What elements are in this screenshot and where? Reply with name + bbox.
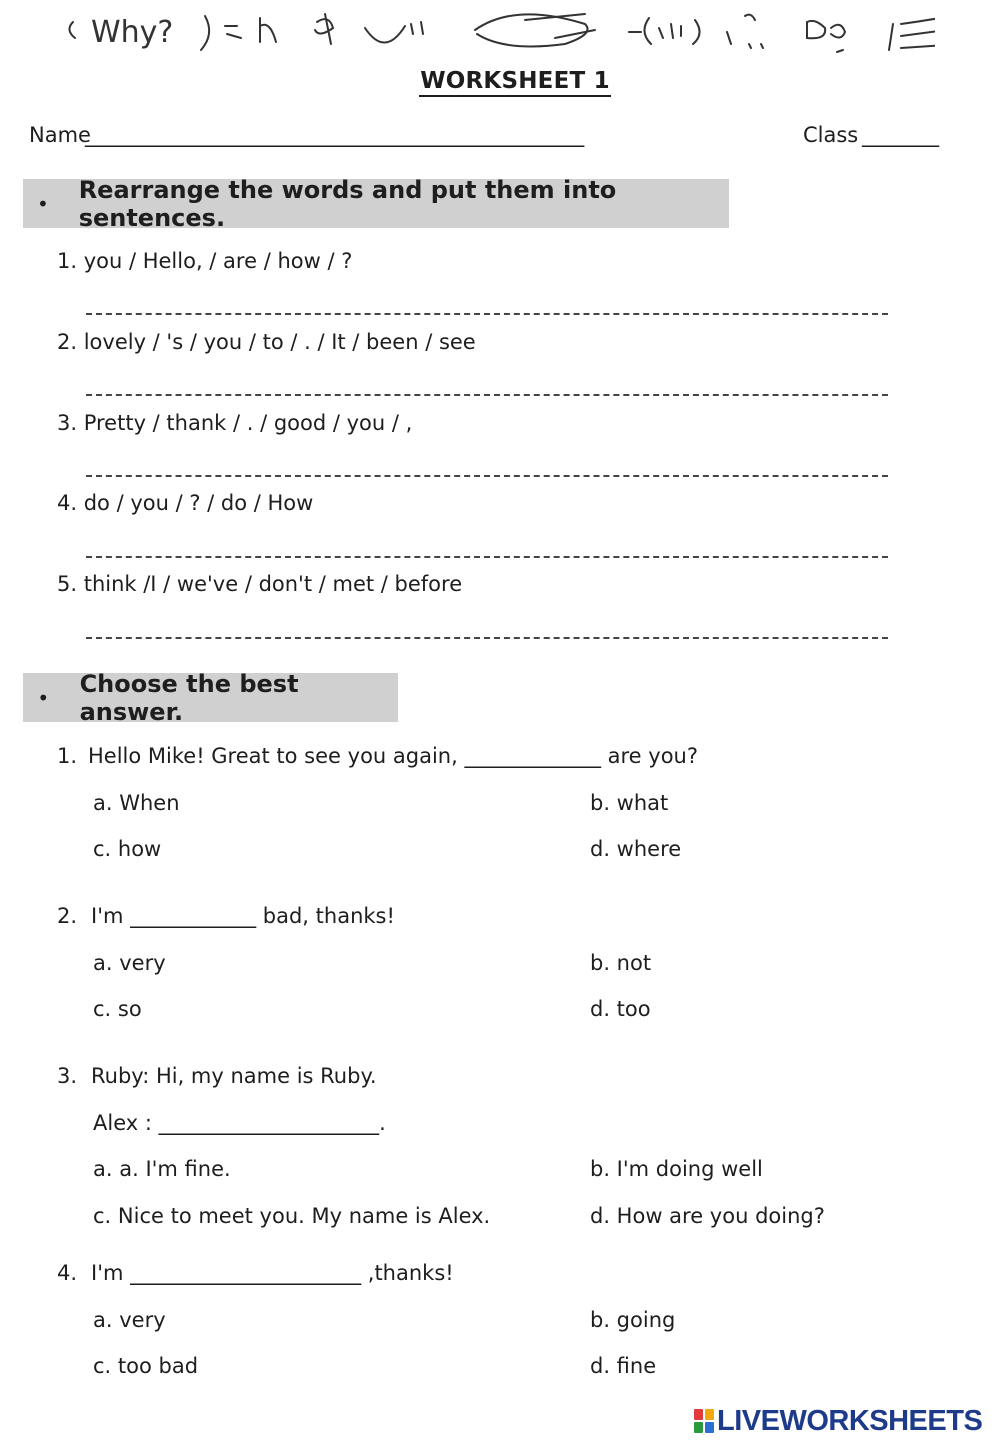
option-a[interactable]: a. When xyxy=(93,791,180,815)
question-text: I'm ______________________ ,thanks! xyxy=(91,1261,454,1285)
answer-line[interactable] xyxy=(86,394,888,396)
option-d[interactable]: d. where xyxy=(590,837,682,861)
option-a[interactable]: a. a. I'm fine. xyxy=(93,1157,231,1181)
option-c[interactable]: c. so xyxy=(93,997,142,1021)
section-title: Rearrange the words and put them into sentences. xyxy=(78,175,617,232)
bullet-icon: • xyxy=(37,685,50,710)
option-d[interactable]: d. How are you doing? xyxy=(590,1204,825,1228)
question-number: 2. xyxy=(57,904,78,928)
rearrange-item: 5. think /I / we've / don't / met / before xyxy=(57,572,463,596)
class-field[interactable]: ________ xyxy=(862,123,938,147)
rearrange-item: 2. lovely / 's / you / to / . / It / been / see xyxy=(57,330,476,354)
question-text: Ruby: Hi, my name is Ruby. xyxy=(91,1064,377,1088)
name-field[interactable]: _____________________________________________________ xyxy=(85,123,584,147)
handwritten-scribble xyxy=(55,8,935,54)
name-label: Name xyxy=(29,123,91,147)
rearrange-item: 4. do / you / ? / do / How xyxy=(57,491,314,515)
option-a[interactable]: a. very xyxy=(93,951,166,975)
rearrange-item: 1. you / Hello, / are / how / ? xyxy=(57,249,353,273)
question-text: I'm ____________ bad, thanks! xyxy=(91,904,395,928)
option-c[interactable]: c. Nice to meet you. My name is Alex. xyxy=(93,1204,491,1228)
scribble-word: Why? xyxy=(91,15,174,50)
option-b[interactable]: b. what xyxy=(590,791,669,815)
option-d[interactable]: d. too xyxy=(590,997,651,1021)
liveworksheets-logo[interactable] xyxy=(693,1403,982,1439)
bullet-icon: • xyxy=(36,191,49,216)
answer-line[interactable] xyxy=(86,637,888,639)
rearrange-item: 3. Pretty / thank / . / good / you / , xyxy=(57,411,413,435)
option-b[interactable]: b. I'm doing well xyxy=(590,1157,763,1181)
question-text: Hello Mike! Great to see you again, _____________ are you? xyxy=(88,744,699,768)
option-a[interactable]: a. very xyxy=(93,1308,166,1332)
worksheet-title-text: WORKSHEET 1 xyxy=(419,68,611,97)
worksheet-title xyxy=(0,68,1000,94)
answer-line[interactable] xyxy=(86,313,888,315)
section-title: Choose the best answer. xyxy=(79,669,299,726)
option-c[interactable]: c. how xyxy=(93,837,162,861)
option-b[interactable]: b. not xyxy=(590,951,652,975)
option-d[interactable]: d. fine xyxy=(590,1354,657,1378)
section-header-rearrange xyxy=(23,175,729,232)
answer-line[interactable] xyxy=(86,475,888,477)
class-label: Class xyxy=(803,123,859,147)
question-number: 4. xyxy=(57,1261,78,1285)
option-b[interactable]: b. going xyxy=(590,1308,676,1332)
section-header-choose xyxy=(23,669,398,726)
answer-line[interactable] xyxy=(86,556,888,558)
question-text-line2: Alex : _____________________. xyxy=(93,1111,386,1135)
question-number: 3. xyxy=(57,1064,78,1088)
logo-text: LIVEWORKSHEETS xyxy=(717,1404,983,1437)
question-number: 1. xyxy=(57,744,78,768)
logo-icon xyxy=(693,1408,715,1434)
option-c[interactable]: c. too bad xyxy=(93,1354,199,1378)
